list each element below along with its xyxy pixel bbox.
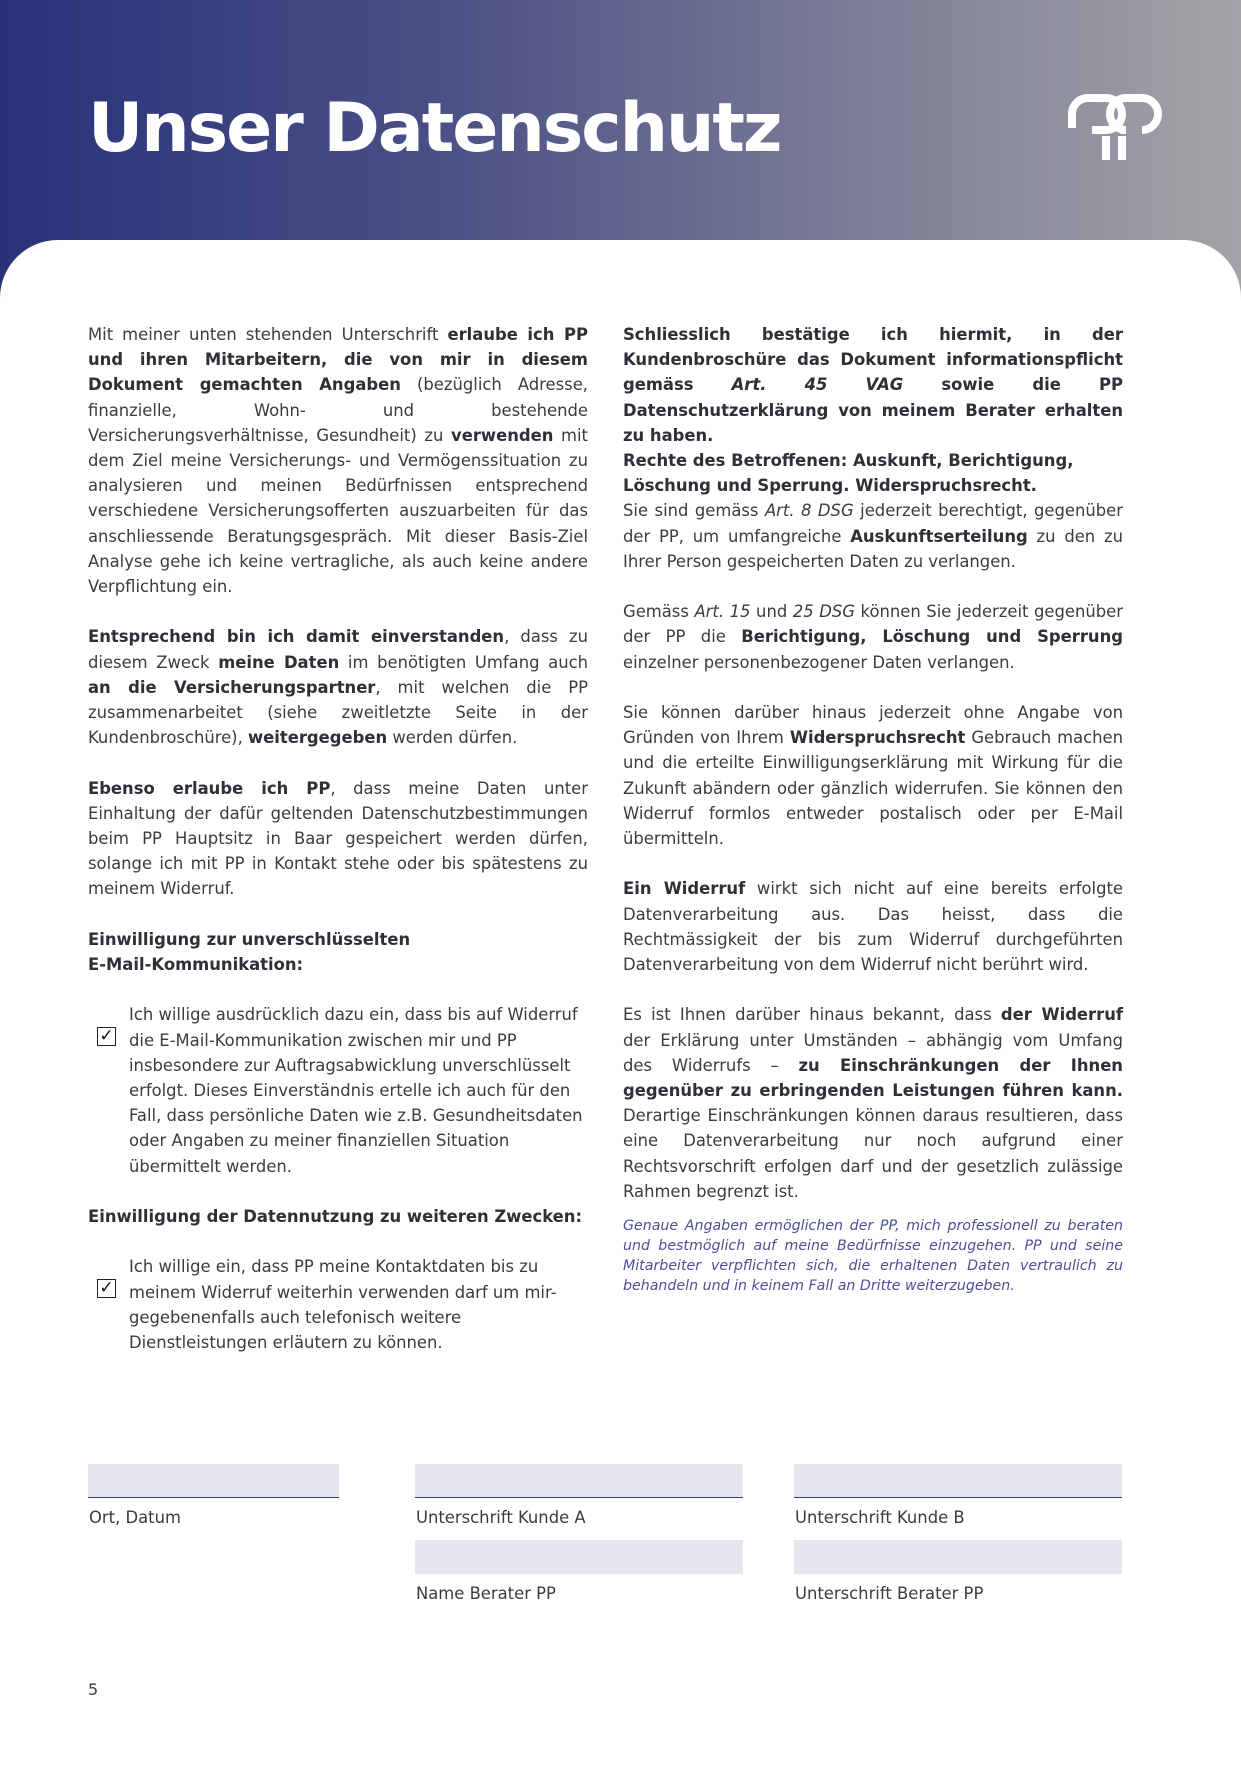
usage-consent-checkbox[interactable]: ✓	[97, 1279, 116, 1298]
email-consent-heading: Einwilligung zur unverschlüsselten E-Mail-Kommunikation:	[88, 929, 411, 975]
left-column	[88, 322, 588, 1380]
advisor-signature-field[interactable]	[794, 1540, 1122, 1574]
signature-customer-b-field[interactable]	[794, 1464, 1122, 1498]
signature-customer-a-label: Unterschrift Kunde A	[416, 1508, 586, 1527]
privacy-note: Genaue Angaben ermöglichen der PP, mich professionell zu beraten und bestmöglich auf meine Bedürfnisse einzugehen. PP und seine Mitarbeiter verpflichten sich, die erhaltenen Daten vertraulich zu behandeln und in keinem Fall an Dritte weiterzugeben.	[623, 1218, 1123, 1295]
rights-information-paragraph: Sie sind gemäss Art. 8 DSG jederzeit berechtigt, gegenüber der PP, um umfangreiche Auskunftserteilung zu den zu Ihrer Person gespeicherten Daten zu verlangen.	[623, 501, 1124, 571]
objection-paragraph: Sie können darüber hinaus jederzeit ohne Angabe von Gründen von Ihrem Widerspruchsrecht Gebrauch machen und die erteilte Einwilligungserklärung mit Wirkung für die Zukunft abändern oder gänzlich widerrufen. Sie können den Widerruf formlos entweder postalisch oder per E-Mail übermitteln.	[623, 703, 1123, 849]
restrictions-paragraph: Es ist Ihnen darüber hinaus bekannt, dass der Widerruf der Erklärung unter Umständen – abhängig vom Umfang des Widerrufs – zu Einschränkungen der Ihnen gegenüber zu erbringenden Leistungen führen kann. Derartige Einschränkungen können daraus resultieren, dass eine Datenverarbeitung nur noch aufgrund einer Rechtsvorschrift erfolgen darf und der gesetzlich zulässige Rahmen begrenzt ist.	[623, 1005, 1124, 1201]
right-column	[623, 322, 1123, 1296]
advisor-signature-label: Unterschrift Berater PP	[795, 1584, 984, 1603]
usage-consent-item	[88, 1254, 588, 1355]
signature-customer-a-field[interactable]	[415, 1464, 743, 1498]
signature-customer-b-label: Unterschrift Kunde B	[795, 1508, 965, 1527]
consent-paragraph-storage: Ebenso erlaube ich PP, dass meine Daten unter Einhaltung der dafür geltenden Datenschutzbestimmungen beim PP Hauptsitz in Baar gespeichert werden dürfen, solange ich mit PP in Kontakt stehe oder bis spätestens zu meinem Widerruf.	[88, 778, 588, 899]
withdrawal-paragraph: Ein Widerruf wirkt sich nicht auf eine bereits erfolgte Datenverarbeitung aus. Das heisst, dass die Rechtmässigkeit der bis zum Widerruf durchgeführten Datenverarbeitung von dem Widerruf nicht berührt wird.	[623, 879, 1123, 975]
pp-logo-icon	[1068, 94, 1162, 162]
usage-consent-text: Ich willige ein, dass PP meine Kontaktdaten bis zu meinem Widerruf weiterhin verwenden darf um mir-gegebenenfalls auch telefonisch weitere Dienstleistungen erläutern zu können.	[129, 1257, 557, 1353]
place-date-field[interactable]	[88, 1464, 339, 1498]
consent-paragraph-usage: Mit meiner unten stehenden Unterschrift erlaube ich PP und ihren Mitarbeitern, die von mir in diesem Dokument gemachten Angaben (bezüglich Adresse, finanzielle, Wohn- und bestehende Versicherungsverhältnisse, Gesundheit) zu verwenden mit dem Ziel meine Versicherungs- und Vermögenssituation zu analysieren und meinen Bedürfnissen entsprechend verschiedene Versicherungsofferten auszuarbeiten für das anschliessende Beratungsgespräch. Mit dieser Basis-Ziel Analyse gehe ich keine vertragliche, als auch keine andere Verpflichtung ein.	[88, 325, 588, 597]
advisor-name-label: Name Berater PP	[416, 1584, 556, 1603]
place-date-label: Ort, Datum	[89, 1508, 181, 1527]
confirmation-paragraph: Schliesslich bestätige ich hiermit, in der Kundenbroschüre das Dokument informationspflicht gemäss Art. 45 VAG sowie die PP Datenschutzerklärung von meinem Berater erhalten zu haben.	[623, 325, 1123, 445]
advisor-name-field[interactable]	[415, 1540, 743, 1574]
email-consent-checkbox[interactable]: ✓	[97, 1027, 116, 1046]
email-consent-text: Ich willige ausdrücklich dazu ein, dass bis auf Widerruf die E-Mail-Kommunikation zwischen mir und PP insbesondere zur Auftragsabwicklung unverschlüsselt erfolgt. Dieses Einverständnis ertelle ich auch für den Fall, dass persönliche Daten wie z.B. Gesundheitsdaten oder Angaben zu meiner finanziellen Situation übermittelt werden.	[129, 1005, 583, 1176]
rights-heading: Rechte des Betroffenen: Auskunft, Berichtigung, Löschung und Sperrung. Widerspruchsrecht.	[623, 451, 1074, 496]
page-title: Unser Datenschutz	[88, 89, 781, 168]
email-consent-item	[88, 1002, 588, 1178]
rights-correction-paragraph: Gemäss Art. 15 und 25 DSG können Sie jederzeit gegenüber der PP die Berichtigung, Löschung und Sperrung einzelner personenbezogener Daten verlangen.	[623, 602, 1123, 672]
consent-paragraph-partners: Entsprechend bin ich damit einverstanden, dass zu diesem Zweck meine Daten im benötigten Umfang auch an die Versicherungspartner, mit welchen die PP zusammenarbeitet (siehe zweitletzte Seite in der Kundenbroschüre), weitergegeben werden dürfen.	[88, 627, 588, 748]
usage-consent-heading: Einwilligung der Datennutzung zu weiteren Zwecken:	[88, 1207, 582, 1227]
page-number: 5	[88, 1680, 99, 1699]
